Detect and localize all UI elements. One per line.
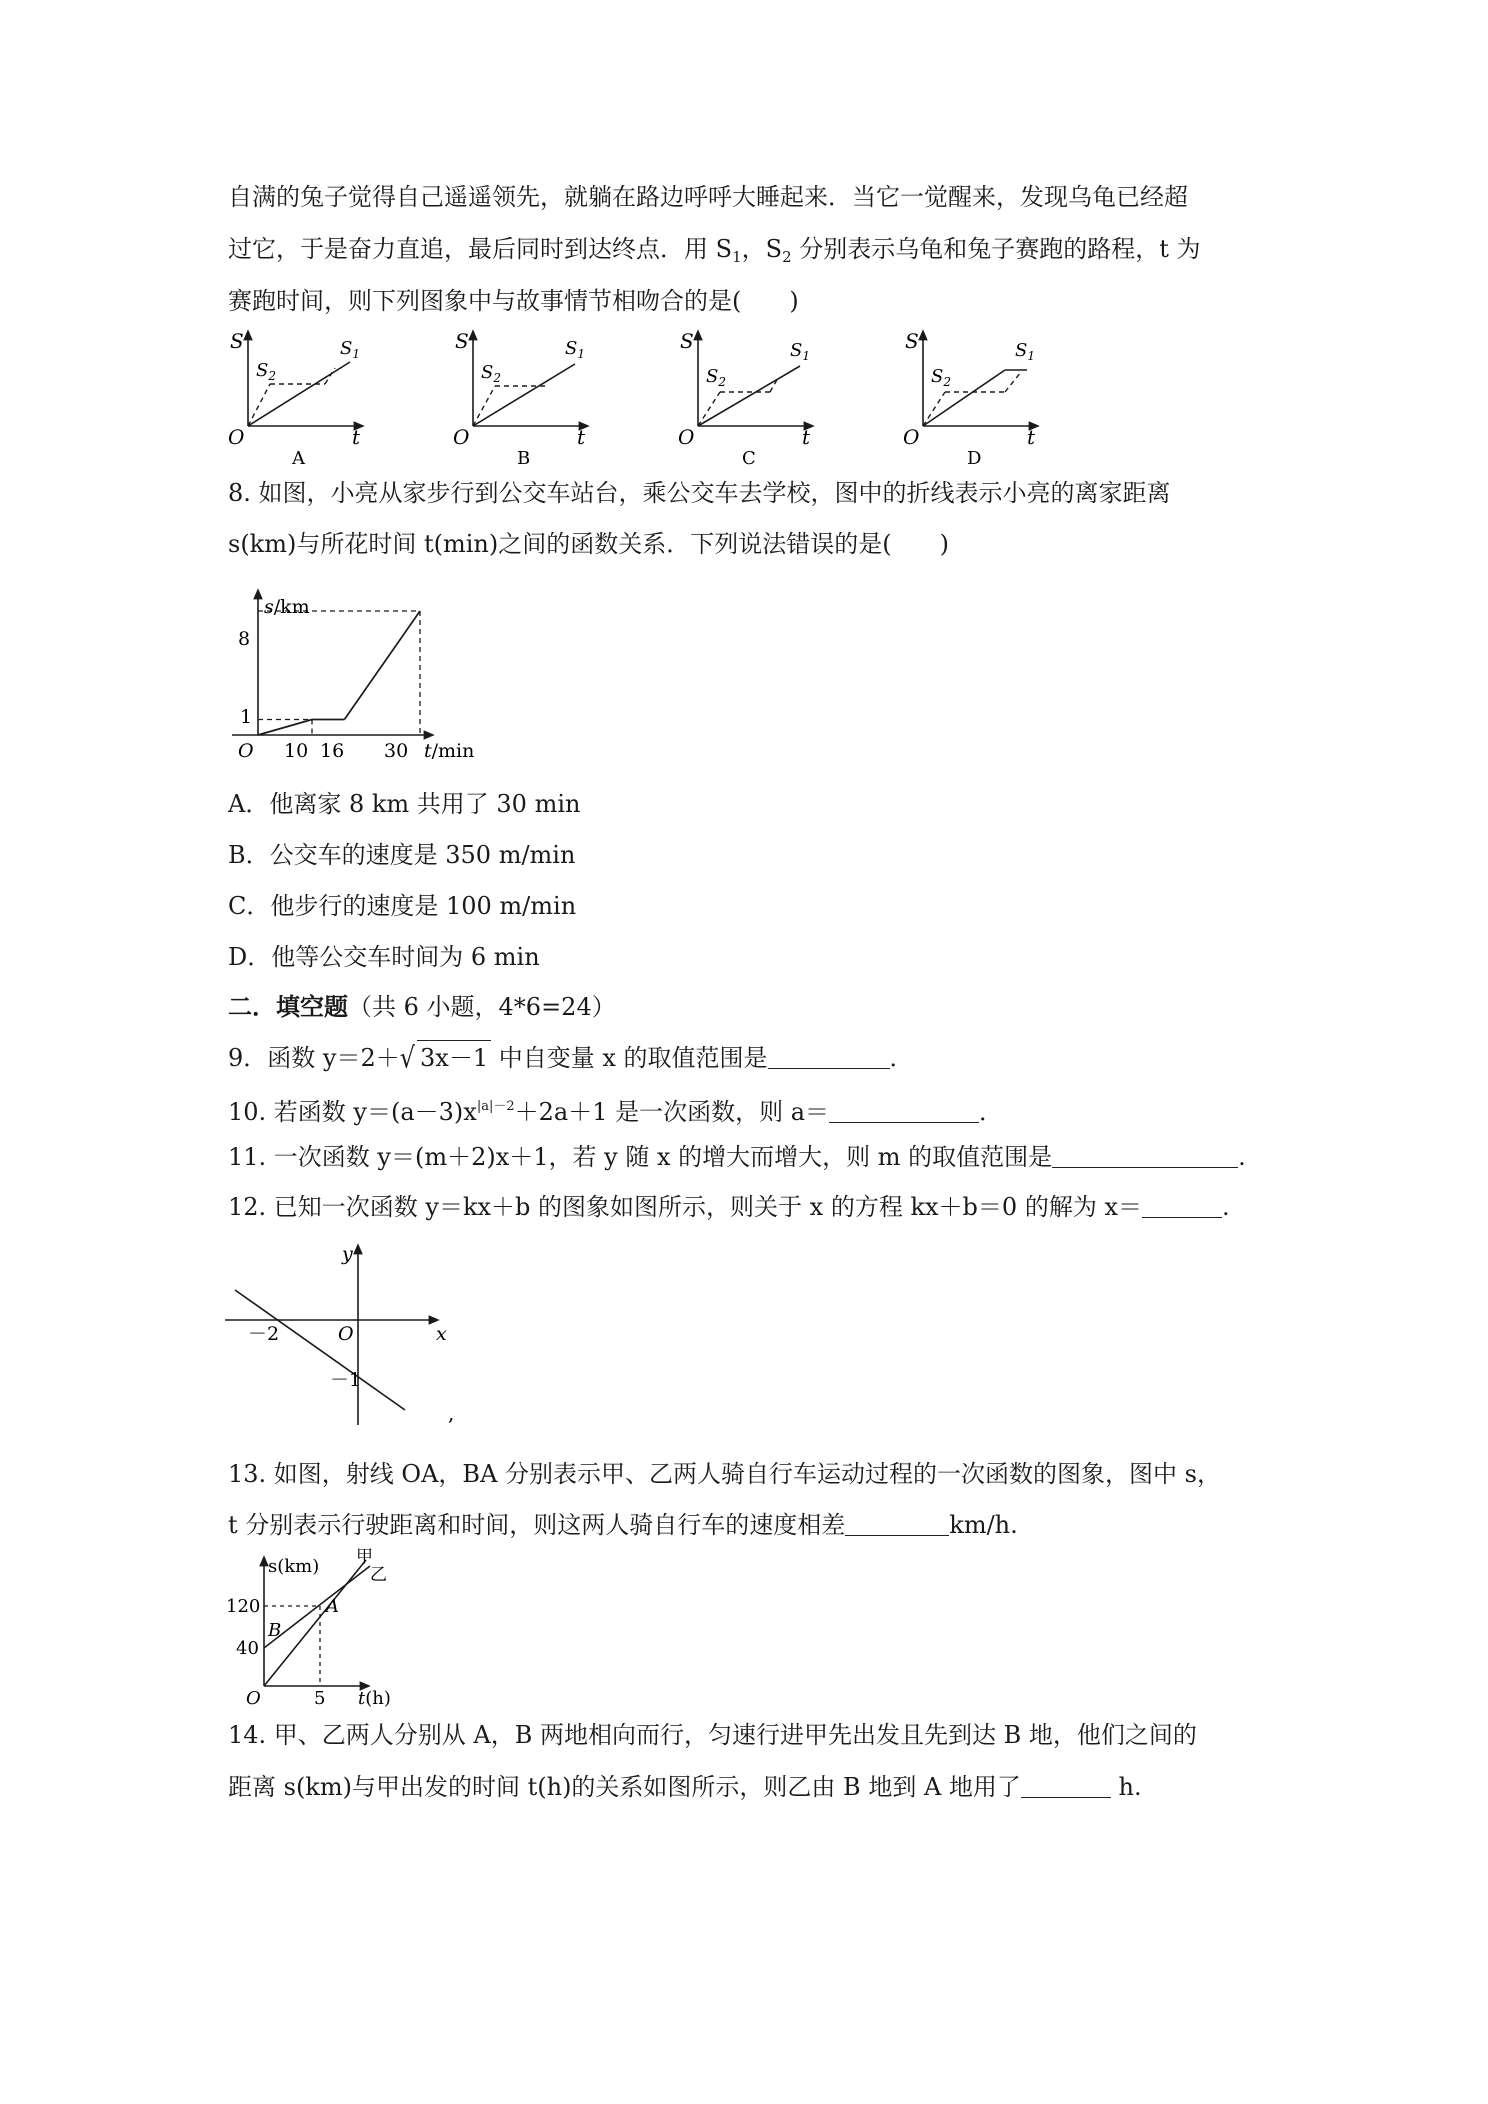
s-axis-label: S [905,329,919,353]
q13-unit: km/h. [949,1511,1018,1539]
q13-line-2 [228,1508,1018,1542]
q7-line-2 [228,232,1201,274]
s2-dash [770,378,778,392]
q7-text: ，S [741,235,783,263]
x-tick-30: 30 [384,740,409,762]
s2-dash [698,392,720,426]
q7-line-1: 自满的兔子觉得自己遥遥领先，就躺在路边呼呼大睡起来．当它一觉醒来，发现乌龟已经超 [228,183,1188,211]
q8-option-b: B．公交车的速度是 350 m/min [228,841,576,869]
line-segment [344,611,420,720]
s2-label: $S_2$ [706,366,726,389]
x-tick-16: 16 [320,740,345,762]
q7-graph-b [453,329,586,469]
q8-option-a: A．他离家 8 km 共用了 30 min [228,790,581,818]
q12-graph [220,1240,480,1440]
section-note: （共 6 小题，4*6=24） [348,993,616,1021]
q7-text: 分别表示乌龟和兔子赛跑的路程，t 为 [791,235,1201,263]
q9-text: 9．函数 y＝2＋ [228,1044,400,1072]
q7-line-3: 赛跑时间，则下列图象中与故事情节相吻合的是( ) [228,287,799,315]
q10 [228,1090,1003,1129]
origin-label: O [338,1323,354,1345]
trailing-comma: , [448,1401,455,1425]
q10-exponent: |a|－2 [476,1099,515,1114]
q12 [228,1190,1230,1224]
origin-label: O [903,425,920,449]
q12-end: . [1221,1193,1230,1221]
q14-answer-blank[interactable] [1021,1775,1111,1798]
line-segment [258,720,312,736]
jia-label: 甲 [356,1548,373,1567]
s1-label: $S_1$ [565,338,585,361]
q10-text: ＋2a＋1 是一次函数，则 a＝ [514,1098,830,1126]
q14-text: 距离 s(km)与甲出发的时间 t(h)的关系如图所示，则乙由 B 地到 A 地用了 [228,1773,1021,1801]
sqrt-sign: √ [399,1041,416,1075]
q14-line-1: 14. 甲、乙两人分别从 A，B 两地相向而行，匀速行进甲先出发且先到达 B 地，他们之间的 [228,1721,1197,1749]
y-intercept-label: －1 [330,1369,362,1391]
s2-dash [923,392,945,426]
point-b-label: B [268,1620,282,1641]
s1-label: $S_1$ [340,338,360,361]
q8-line-2: s(km)与所花时间 t(min)之间的函数关系．下列说法错误的是( ) [228,530,949,558]
y-tick-8: 8 [238,628,251,650]
q13-graph [220,1548,440,1708]
option-label: C [742,448,756,469]
x-tick-10: 10 [284,740,309,762]
q14-unit: h. [1110,1773,1142,1801]
q10-answer-blank[interactable] [829,1100,979,1123]
option-label: D [967,448,982,469]
y-axis-label: y [342,1243,353,1265]
q7-subscript: 2 [782,248,792,266]
yi-label: 乙 [370,1565,387,1585]
t-axis-label: t [577,425,586,449]
option-label: B [517,448,531,469]
x-axis-label: x [436,1323,447,1345]
q7-text: 过它，于是奋力直追，最后同时到达终点．用 S [228,235,733,263]
x-axis-label: t/min [424,740,475,762]
s2-label: $S_2$ [931,366,951,389]
y-axis-label: s(km) [268,1556,320,1577]
q10-end: ． [979,1098,1004,1126]
x-axis-label: t(h) [358,1688,391,1708]
x-tick-5: 5 [314,1688,326,1708]
origin-label: O [238,740,254,762]
origin-label: O [678,425,695,449]
q8-plot-area [258,611,420,735]
q13-line-1: 13. 如图，射线 OA，BA 分别表示甲、乙两人骑自行车运动过程的一次函数的图象，图中 s， [228,1460,1221,1488]
q14-line-2 [228,1770,1142,1804]
y-tick-120: 120 [226,1596,261,1617]
y-axis-label: s/km [264,596,310,618]
q13-answer-blank[interactable] [845,1513,949,1536]
option-label: A [292,448,305,469]
q12-answer-blank[interactable] [1142,1195,1222,1218]
q12-text: 12. 已知一次函数 y＝kx＋b 的图象如图所示，则关于 x 的方程 kx＋b＝0 的解为 x＝ [228,1193,1142,1221]
s2-label: $S_2$ [256,360,276,383]
q11-end: . [1238,1143,1246,1171]
x-intercept-label: －2 [248,1323,280,1345]
q9-answer-blank[interactable] [768,1046,890,1069]
function-line [235,1290,405,1410]
t-axis-label: t [1027,425,1036,449]
q9-text: 中自变量 x 的取值范围是 [491,1044,768,1072]
q7-graphs [220,326,1220,471]
q9-end: ． [889,1044,914,1072]
s2-dash [1005,372,1021,392]
q11 [228,1140,1246,1174]
s-axis-label: S [230,329,244,353]
q10-text: 10. 若函数 y＝(a－3)x [228,1098,477,1126]
section-2-heading [228,990,616,1024]
q9-radicand: 3x－1 [417,1040,491,1075]
q8-option-d: D．他等公交车时间为 6 min [228,943,540,971]
origin-label: O [246,1688,261,1708]
q8-line-1: 8. 如图，小亮从家步行到公交车站台，乘公交车去学校，图中的折线表示小亮的离家距离 [228,479,1171,507]
q11-answer-blank[interactable] [1052,1145,1238,1168]
y-tick-40: 40 [236,1638,259,1659]
y-tick-1: 1 [240,706,253,728]
q7-graph-c [678,329,811,469]
s-axis-label: S [680,329,694,353]
q7-graph-d [903,329,1036,469]
t-axis-label: t [352,425,361,449]
s-axis-label: S [455,329,469,353]
origin-label: O [453,425,470,449]
q7-graph-a [228,329,361,469]
s2-label: $S_2$ [481,362,501,385]
q8-option-c: C．他步行的速度是 100 m/min [228,892,577,920]
q13-text: t 分别表示行驶距离和时间，则这两人骑自行车的速度相差 [228,1511,846,1539]
s1-label: $S_1$ [1015,340,1035,363]
q8-graph [220,585,500,765]
q9 [228,1040,914,1075]
q11-text: 11. 一次函数 y＝(m＋2)x＋1，若 y 随 x 的增大而增大，则 m 的取值范围是 [228,1143,1053,1171]
point-a-label: A [326,1596,339,1617]
origin-label: O [228,425,245,449]
q7-subscript: 1 [732,248,742,266]
t-axis-label: t [802,425,811,449]
section-title: 二．填空题 [228,992,348,1021]
s1-label: $S_1$ [790,340,810,363]
